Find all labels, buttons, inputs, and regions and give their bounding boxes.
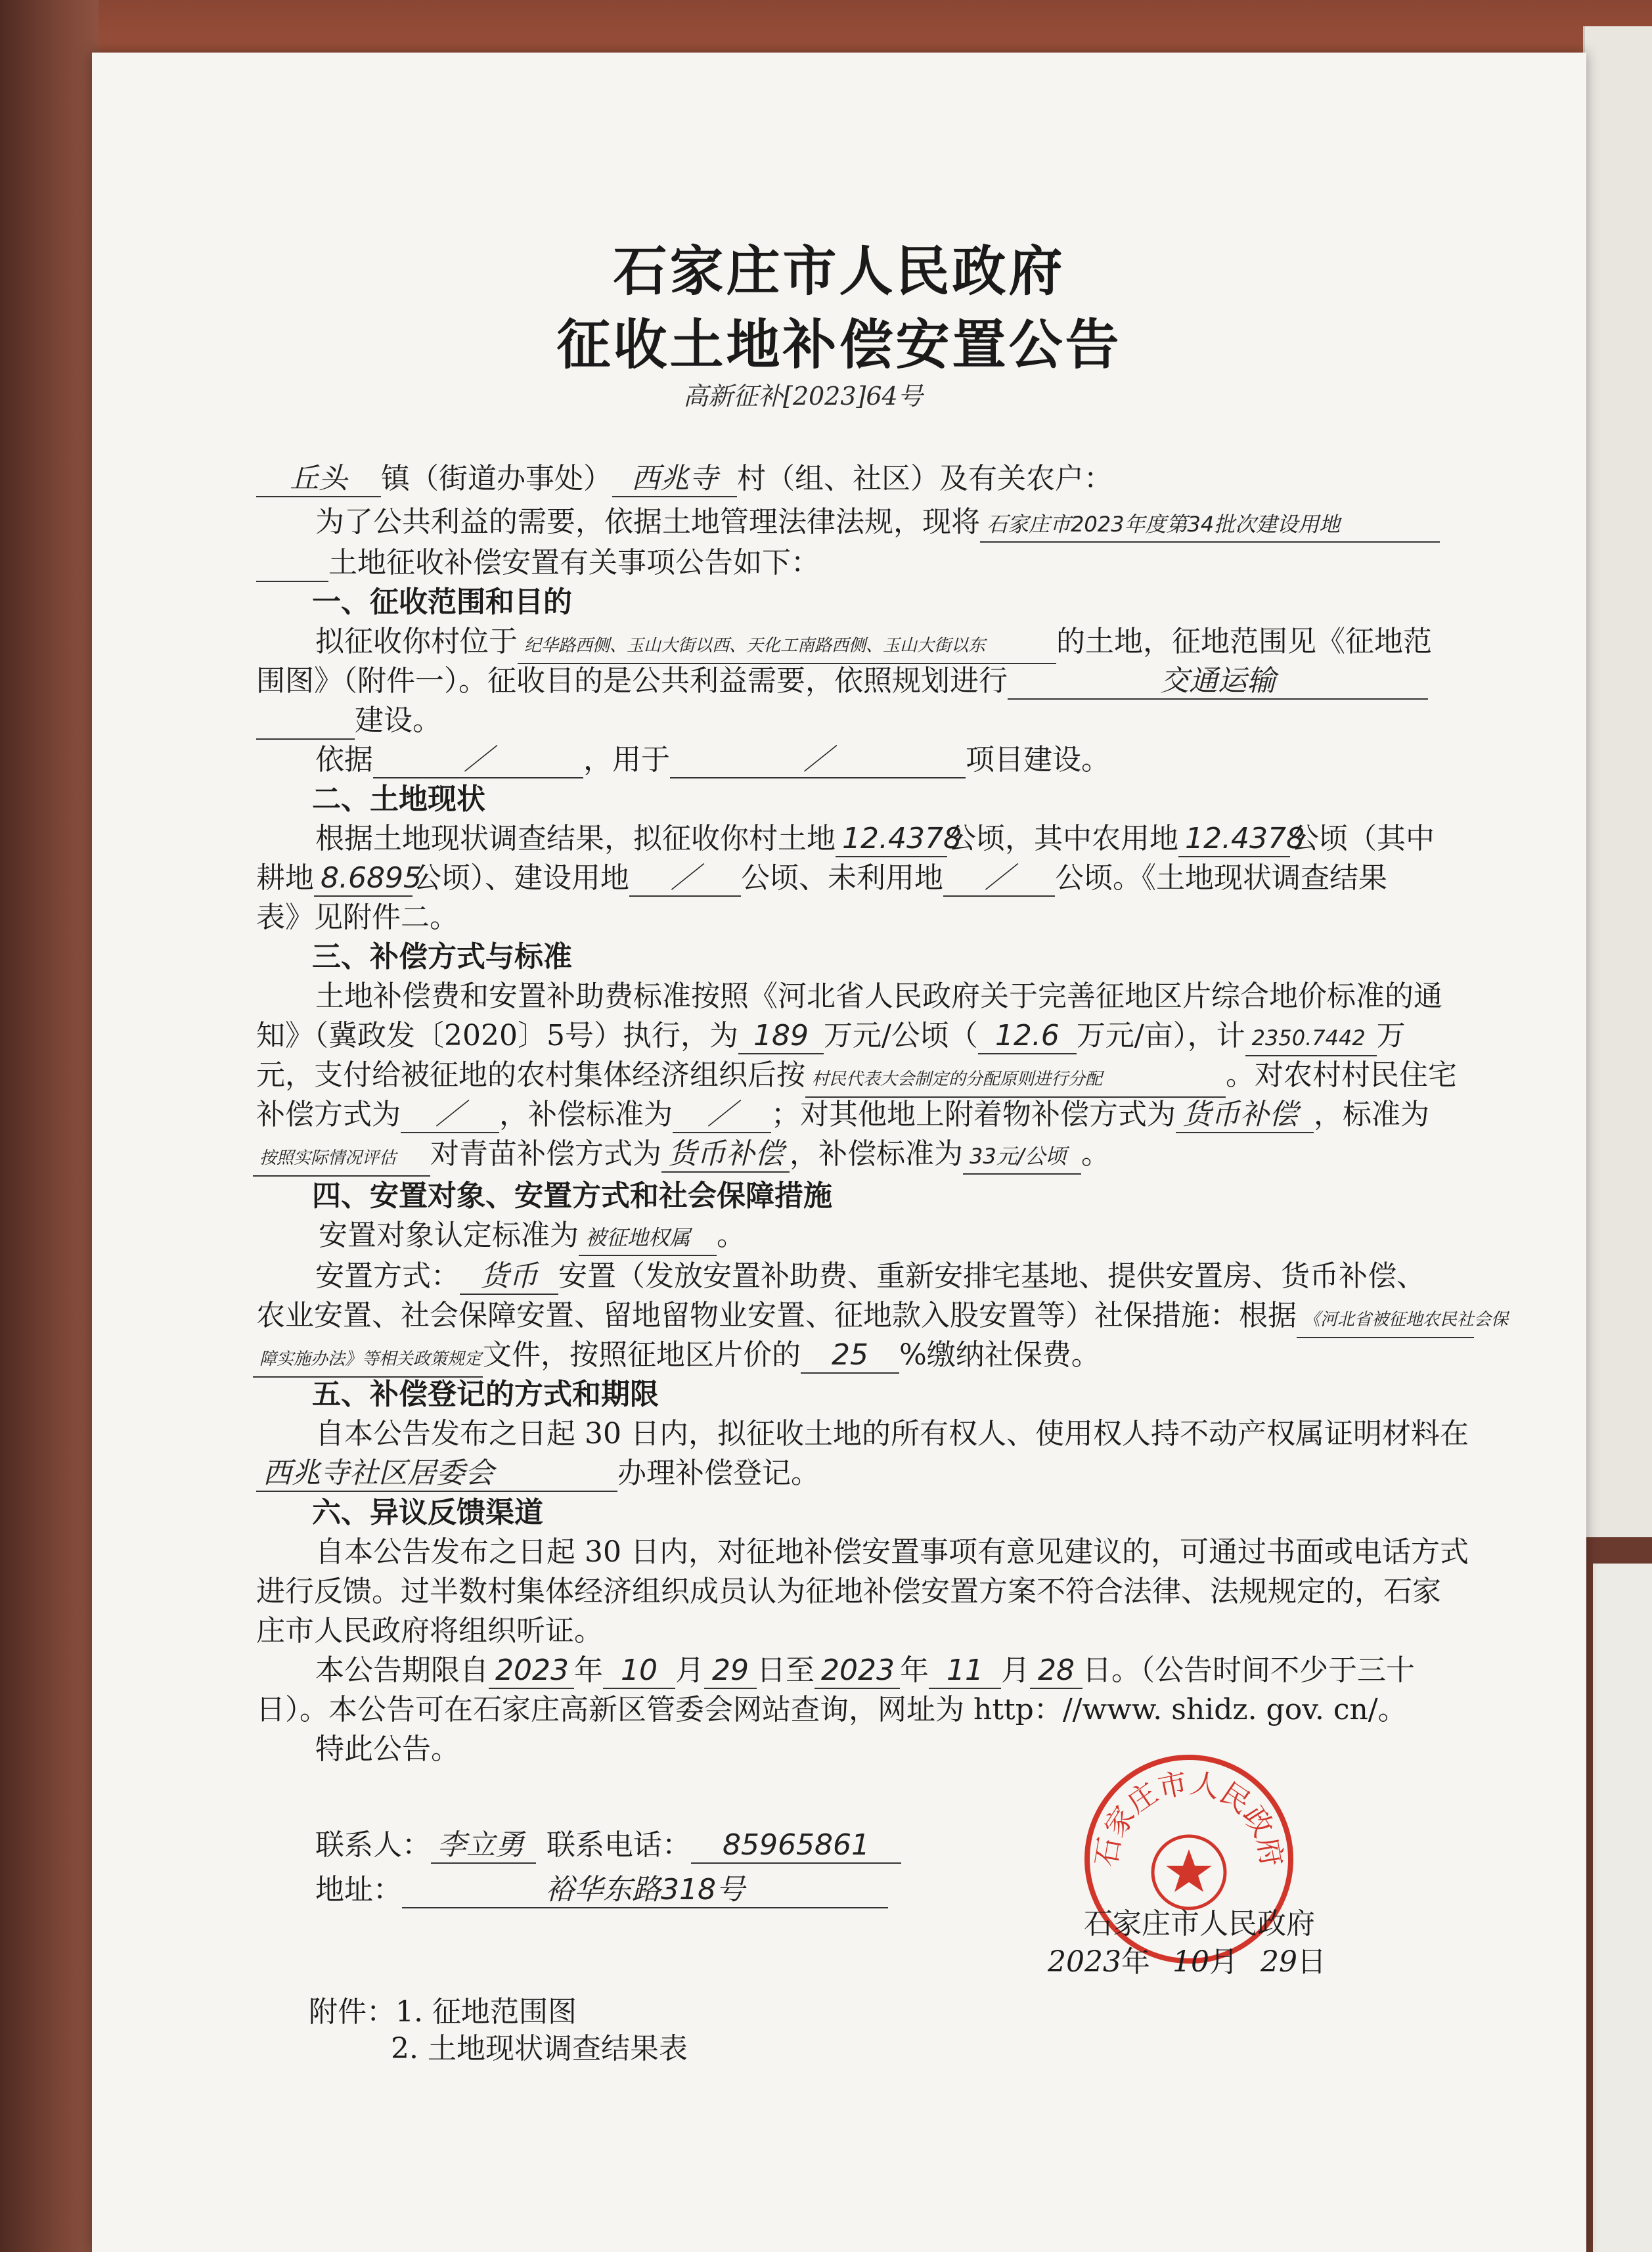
contact-person: 李立勇 <box>431 1828 536 1864</box>
section4-heading: 四、安置对象、安置方式和社会保障措施 <box>312 1179 832 1213</box>
document-number: 高新征补[2023]64号 <box>683 382 923 411</box>
attachment-compensation-standard: 按照实际情况评估 <box>253 1141 430 1177</box>
contact-address: 裕华东路318号 <box>402 1873 888 1908</box>
house-compensation-method: ／ <box>401 1098 499 1133</box>
house-compensation-standard: ／ <box>673 1098 771 1133</box>
resettlement-method: 货币 <box>460 1259 558 1295</box>
section5-heading: 五、补偿登记的方式和期限 <box>312 1378 659 1411</box>
period-line1: 本公告期限自 2023 年 10 月 29 日至 2023 年 11 月 28 日。（公告时间不少于三十 <box>315 1652 1415 1690</box>
town-name: 丘头 <box>256 462 381 497</box>
distribution-rule: 村民代表大会制定的分配原则进行分配 <box>805 1062 1226 1098</box>
sec5-line1: 自本公告发布之日起 30 日内，拟征收土地的所有权人、使用权人持不动产权属证明材料在 <box>315 1417 1469 1451</box>
section6-heading: 六、异议反馈渠道 <box>312 1496 543 1529</box>
attachment-compensation-method: 货币补偿 <box>1176 1098 1314 1133</box>
contact-line: 联系人： 李立勇 联系电话： 85965861 <box>315 1826 901 1864</box>
attachments-item1: 附件：1. 征地范围图 <box>309 1995 577 2029</box>
village-name: 西兆寺 <box>612 462 737 497</box>
intro-line: 为了公共利益的需要，依据土地管理法律法规，现将 石家庄市2023年度第34批次建设用地 <box>315 503 1440 543</box>
sec1-line4: 依据 ／ ，用于 ／ 项目建设。 <box>315 741 1110 779</box>
start-year: 2023 <box>489 1654 574 1689</box>
seal-text: 石家庄市人民政府 <box>1089 1766 1289 1870</box>
emblem-star-icon <box>1166 1849 1212 1892</box>
crop-compensation-method: 货币补偿 <box>661 1137 790 1173</box>
sec6-line2: 进行反馈。过半数村集体经济组织成员认为征地补偿安置方案不符合法律、法规规定的，石家 <box>256 1575 1441 1608</box>
sec3-line3: 元，支付给被征地的农村集体经济组织后按 村民代表大会制定的分配原则进行分配 。对农村村民住宅 <box>256 1056 1457 1098</box>
registration-office: 西兆寺社区居委会 <box>256 1456 617 1492</box>
price-per-hectare: 189 <box>738 1019 824 1054</box>
price-per-mu: 12.6 <box>978 1019 1077 1054</box>
start-month: 10 <box>603 1654 675 1689</box>
sec4-line2: 安置方式： 货币 安置（发放安置补助费、重新安排宅基地、提供安置房、货币补偿、 <box>315 1257 1425 1295</box>
sec2-line1: 根据土地现状调查结果，拟征收你村土地 12.4378公顷，其中农用地 12.4378公顷（其中 <box>315 820 1435 858</box>
land-location: 纪华路西侧、玉山大街以西、天化工南路西侧、玉山大街以东 <box>518 629 1056 664</box>
section1-heading: 一、征收范围和目的 <box>312 585 572 619</box>
sec3-line4: 补偿方式为 ／ ，补偿标准为 ／ ；对其他地上附着物补偿方式为 货币补偿 ，标准为 <box>256 1096 1429 1134</box>
basis-value: ／ <box>373 743 583 778</box>
period-line2: 日）。本公告可在石家庄高新区管委会网站查询，网址为 http：//www. shidz. gov. cn/。 <box>256 1693 1407 1726</box>
project-name: 石家庄市2023年度第34批次建设用地 <box>980 507 1440 543</box>
intro-line2: 土地征收补偿安置有关事项公告如下： <box>256 544 820 582</box>
address-line: 地址： 裕华东路318号 <box>315 1871 888 1909</box>
sec1-line2: 围图》（附件一）。征收目的是公共利益需要，依照规划进行 交通运输 <box>256 662 1428 700</box>
sec4-line4: 障实施办法》等相关政策规定文件，按照征地区片价的 25 %缴纳社保费。 <box>253 1336 1100 1378</box>
crop-compensation-standard: 33元/公顷 <box>963 1139 1081 1175</box>
sec2-line3: 表》见附件二。 <box>256 901 458 934</box>
social-security-policy-a: 《河北省被征地农民社会保 <box>1297 1303 1474 1338</box>
total-compensation: 2350.7442 <box>1245 1021 1377 1056</box>
adjacent-notice-sheet <box>1583 26 1652 1537</box>
notice-title-line2: 征收土地补偿安置公告 <box>556 313 1122 376</box>
end-year: 2023 <box>815 1654 900 1689</box>
signoff-organization: 石家庄市人民政府 <box>1084 1907 1315 1941</box>
usage-value: ／ <box>670 743 966 778</box>
arable-area: 8.6895 <box>314 861 413 897</box>
sec3-line5: 按照实际情况评估 对青苗补偿方式为 货币补偿 ，补偿标准为 33元/公顷 。 <box>253 1135 1110 1177</box>
sec1-line1: 拟征收你村位于 纪华路西侧、玉山大街以西、天化工南路西侧、玉山大街以东 的土地，征地范围见《征地范 <box>315 623 1432 664</box>
notice-title-line1: 石家庄市人民政府 <box>613 240 1065 303</box>
background-wall-left <box>0 0 99 2252</box>
end-day: 28 <box>1030 1654 1083 1689</box>
contact-phone: 85965861 <box>691 1828 901 1864</box>
sec1-line3: 建设。 <box>256 702 441 740</box>
sec4-line1: 安置对象认定标准为 被征地权属 。 <box>319 1217 746 1256</box>
adjacent-notice-sheet-lower <box>1593 1564 1652 2252</box>
sec5-line2: 西兆寺社区居委会 办理补偿登记。 <box>256 1454 820 1493</box>
construction-area: ／ <box>629 861 741 897</box>
sec2-line2: 耕地 8.6895公顷）、建设用地 ／ 公顷、未利用地 ／ 公顷。《土地现状调查结果 <box>256 859 1387 897</box>
closing-line: 特此公告。 <box>315 1732 460 1766</box>
purpose-value: 交通运输 <box>1008 664 1428 700</box>
start-day: 29 <box>704 1654 757 1689</box>
total-area: 12.4378 <box>836 822 947 857</box>
social-security-percent: 25 <box>801 1338 899 1374</box>
end-month: 11 <box>929 1654 1001 1689</box>
notice-paper <box>92 53 1586 2252</box>
resettlement-object: 被征地权属 <box>579 1221 717 1256</box>
farmland-area: 12.4378 <box>1178 822 1290 857</box>
sec3-line1: 土地补偿费和安置补助费标准按照《河北省人民政府关于完善征地区片综合地价标准的通 <box>315 980 1442 1013</box>
addressee-line: 丘头 镇（街道办事处） 西兆寺 村（组、社区）及有关农户： <box>256 460 1113 498</box>
section3-heading: 三、补偿方式与标准 <box>312 940 572 974</box>
sec4-line3: 农业安置、社会保障安置、留地留物业安置、征地款入股安置等）社保措施：根据 《河北省被征地农民社会保 <box>256 1297 1474 1338</box>
attachments-item2: 2. 土地现状调查结果表 <box>391 2032 688 2065</box>
sec6-line1: 自本公告发布之日起 30 日内，对征地补偿安置事项有意见建议的，可通过书面或电话方式 <box>315 1535 1469 1569</box>
section2-heading: 二、土地现状 <box>312 782 485 816</box>
sec3-line2: 知》（冀政发〔2020〕5号）执行，为 189 万元/公顷（ 12.6 万元/亩），计 2350.7442 万 <box>256 1017 1406 1056</box>
sec6-line3: 庄市人民政府将组织听证。 <box>256 1614 603 1648</box>
social-security-policy-b: 障实施办法》等相关政策规定 <box>253 1342 483 1378</box>
signoff-date: 2023年 10月 29日 <box>1048 1945 1326 1979</box>
unused-area: ／ <box>943 861 1055 897</box>
